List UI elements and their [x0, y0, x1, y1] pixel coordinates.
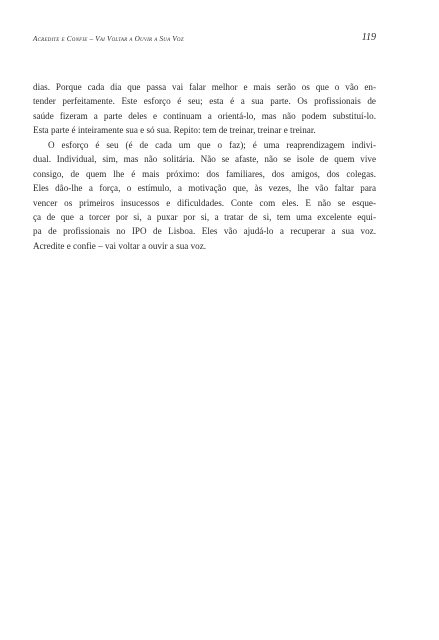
text-line: O esforço é seu (é de cada um que o faz); é uma reaprendizagem indivi- [48, 139, 376, 150]
paragraph-1 [33, 80, 376, 138]
text-line: pa de profissionais no IPO de Lisboa. Eles vão ajudá-lo a recuperar a sua voz. [33, 226, 376, 237]
text-line: Eles dão-lhe a força, o estímulo, a motivação que, às vezes, lhe vão faltar para [33, 183, 376, 194]
text-line: consigo, de quem lhe é mais próximo: dos familiares, dos amigos, dos colegas. [33, 168, 376, 179]
text-line: tender perfeitamente. Este esforço é seu; esta é a sua parte. Os profissionais de [33, 96, 376, 107]
text-line: vencer os primeiros insucessos e dificuldades. Conte com eles. E não se esque- [33, 197, 376, 208]
text-line: dias. Porque cada dia que passa vai falar melhor e mais serão os que o vão en- [33, 82, 376, 92]
paragraph-2 [33, 138, 376, 254]
body-text [33, 80, 376, 253]
page-number: 119 [361, 32, 376, 43]
text-line: dual. Individual, sim, mas não solitária. Não se afaste, não se isole de quem vive [33, 154, 376, 165]
text-line: Esta parte é inteiramente sua e só sua. Repito: tem de treinar, treinar e treinar. [33, 125, 316, 136]
text-line: saúde fizeram a parte deles e continuam a orientá-lo, mas não podem substituí-lo. [33, 110, 376, 121]
running-header-title: Acredite e Confie – Vai Voltar a Ouvir a Sua Voz [33, 35, 184, 43]
text-line: ça de que a torcer por si, a puxar por si, a tratar de si, tem uma excelente equi- [33, 211, 376, 222]
text-line: Acredite e confie – vai voltar a ouvir a sua voz. [33, 240, 207, 251]
